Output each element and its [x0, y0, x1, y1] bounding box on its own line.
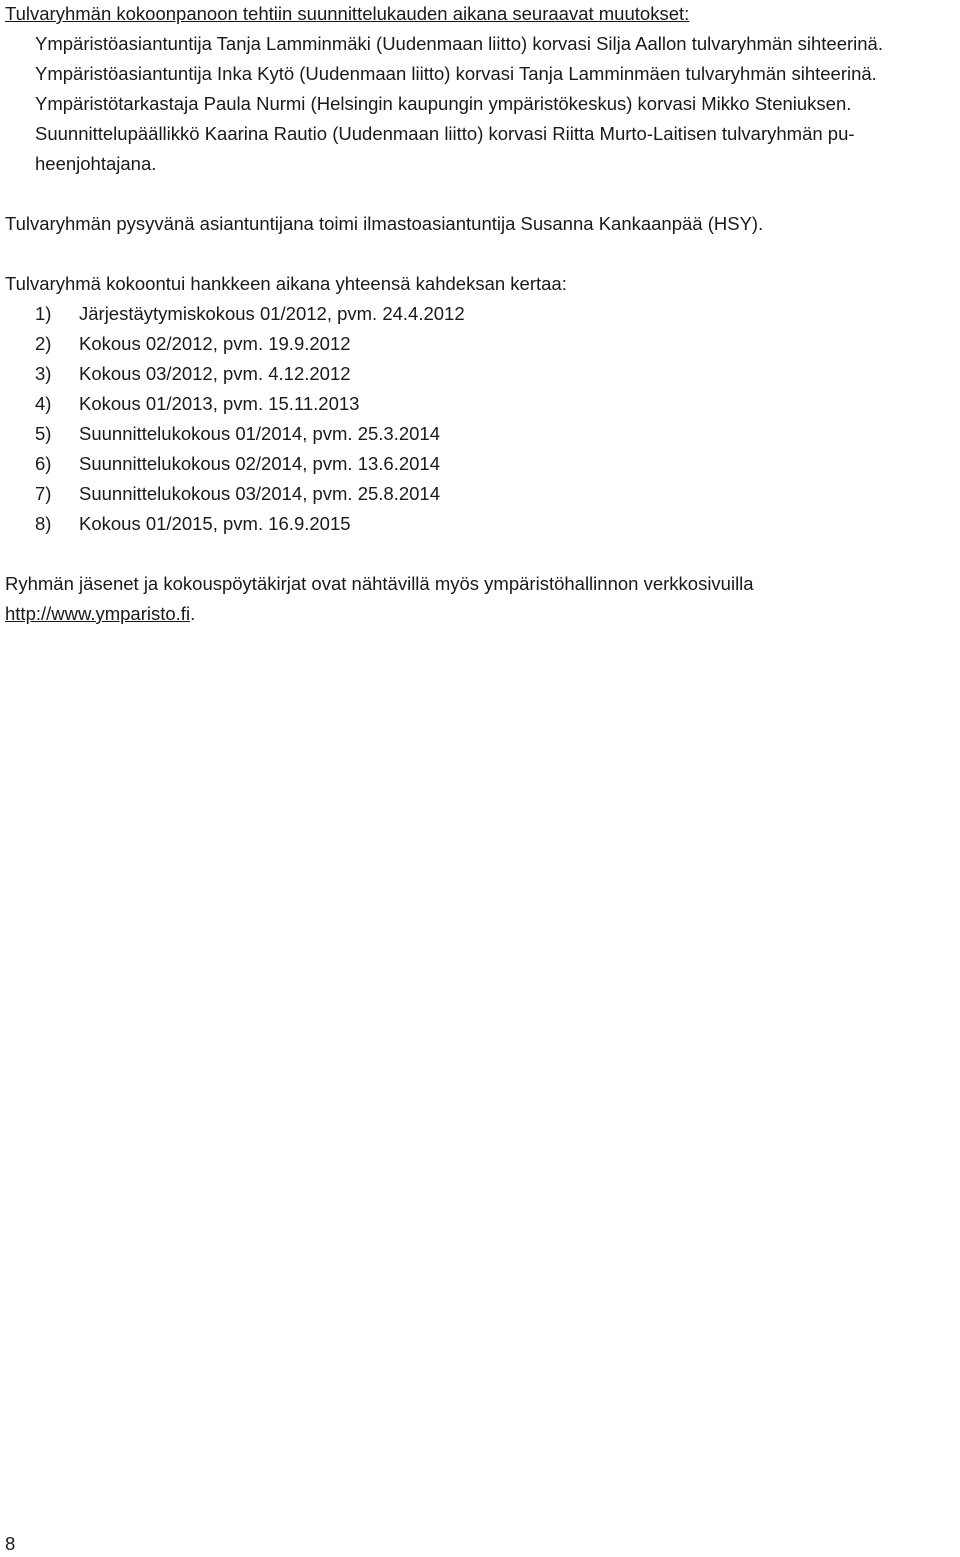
meeting-item: [35, 449, 945, 479]
meeting-item: [35, 299, 945, 329]
closing-period: .: [190, 603, 196, 624]
document-content: [5, 0, 945, 629]
meeting-text: Kokous 03/2012, pvm. 4.12.2012: [79, 363, 351, 384]
meetings-list: [5, 299, 945, 539]
meeting-number: 2): [35, 333, 52, 354]
meeting-item: [35, 329, 945, 359]
change-item: Ympäristöasiantuntija Inka Kytö (Uudenmaan liitto) korvasi Tanja Lamminmäen tulvaryhmän sihteerinä.: [35, 63, 877, 84]
closing-text: Ryhmän jäsenet ja kokouspöytäkirjat ovat nähtävillä myös ympäristöhallinnon verkkosivuilla: [5, 573, 754, 594]
changes-list: [5, 29, 945, 179]
meeting-number: 5): [35, 423, 52, 444]
meeting-number: 4): [35, 393, 52, 414]
meetings-intro: Tulvaryhmä kokoontui hankkeen aikana yhteensä kahdeksan kertaa:: [5, 273, 567, 294]
meeting-text: Suunnittelukokous 03/2014, pvm. 25.8.2014: [79, 483, 441, 504]
change-item: Ympäristöasiantuntija Tanja Lamminmäki (Uudenmaan liitto) korvasi Silja Aallon tulvaryhmän sihteerinä.: [35, 33, 883, 54]
page-number: 8: [5, 1533, 16, 1554]
change-item: Ympäristötarkastaja Paula Nurmi (Helsingin kaupungin ympäristökeskus) korvasi Mikko Steniuksen.: [35, 93, 852, 114]
meeting-item: [35, 419, 945, 449]
meeting-text: Järjestäytymiskokous 01/2012, pvm. 24.4.2012: [79, 303, 465, 324]
meeting-text: Kokous 01/2015, pvm. 16.9.2015: [79, 513, 351, 534]
meeting-text: Suunnittelukokous 02/2014, pvm. 13.6.2014: [79, 453, 441, 474]
meeting-item: [35, 479, 945, 509]
meeting-text: Suunnittelukokous 01/2014, pvm. 25.3.2014: [79, 423, 441, 444]
meeting-item: [35, 359, 945, 389]
meeting-number: 3): [35, 363, 52, 384]
meeting-number: 6): [35, 453, 52, 474]
meeting-number: 1): [35, 303, 52, 324]
expert-paragraph: Tulvaryhmän pysyvänä asiantuntijana toimi ilmastoasiantuntija Susanna Kankaanpää (HSY).: [5, 213, 764, 234]
change-item: Suunnittelupäällikkö Kaarina Rautio (Uudenmaan liitto) korvasi Riitta Murto-Laitisen tulvaryhmän pu-: [35, 123, 855, 144]
meeting-text: Kokous 01/2013, pvm. 15.11.2013: [79, 393, 360, 414]
meeting-item: [35, 509, 945, 539]
changes-heading: Tulvaryhmän kokoonpanoon tehtiin suunnittelukauden aikana seuraavat muutokset:: [5, 3, 690, 24]
meeting-text: Kokous 02/2012, pvm. 19.9.2012: [79, 333, 351, 354]
change-item: heenjohtajana.: [35, 153, 157, 174]
website-link[interactable]: http://www.ymparisto.fi: [5, 603, 191, 624]
closing-paragraph: [5, 569, 945, 629]
meeting-number: 8): [35, 513, 52, 534]
meeting-number: 7): [35, 483, 52, 504]
meeting-item: [35, 389, 945, 419]
